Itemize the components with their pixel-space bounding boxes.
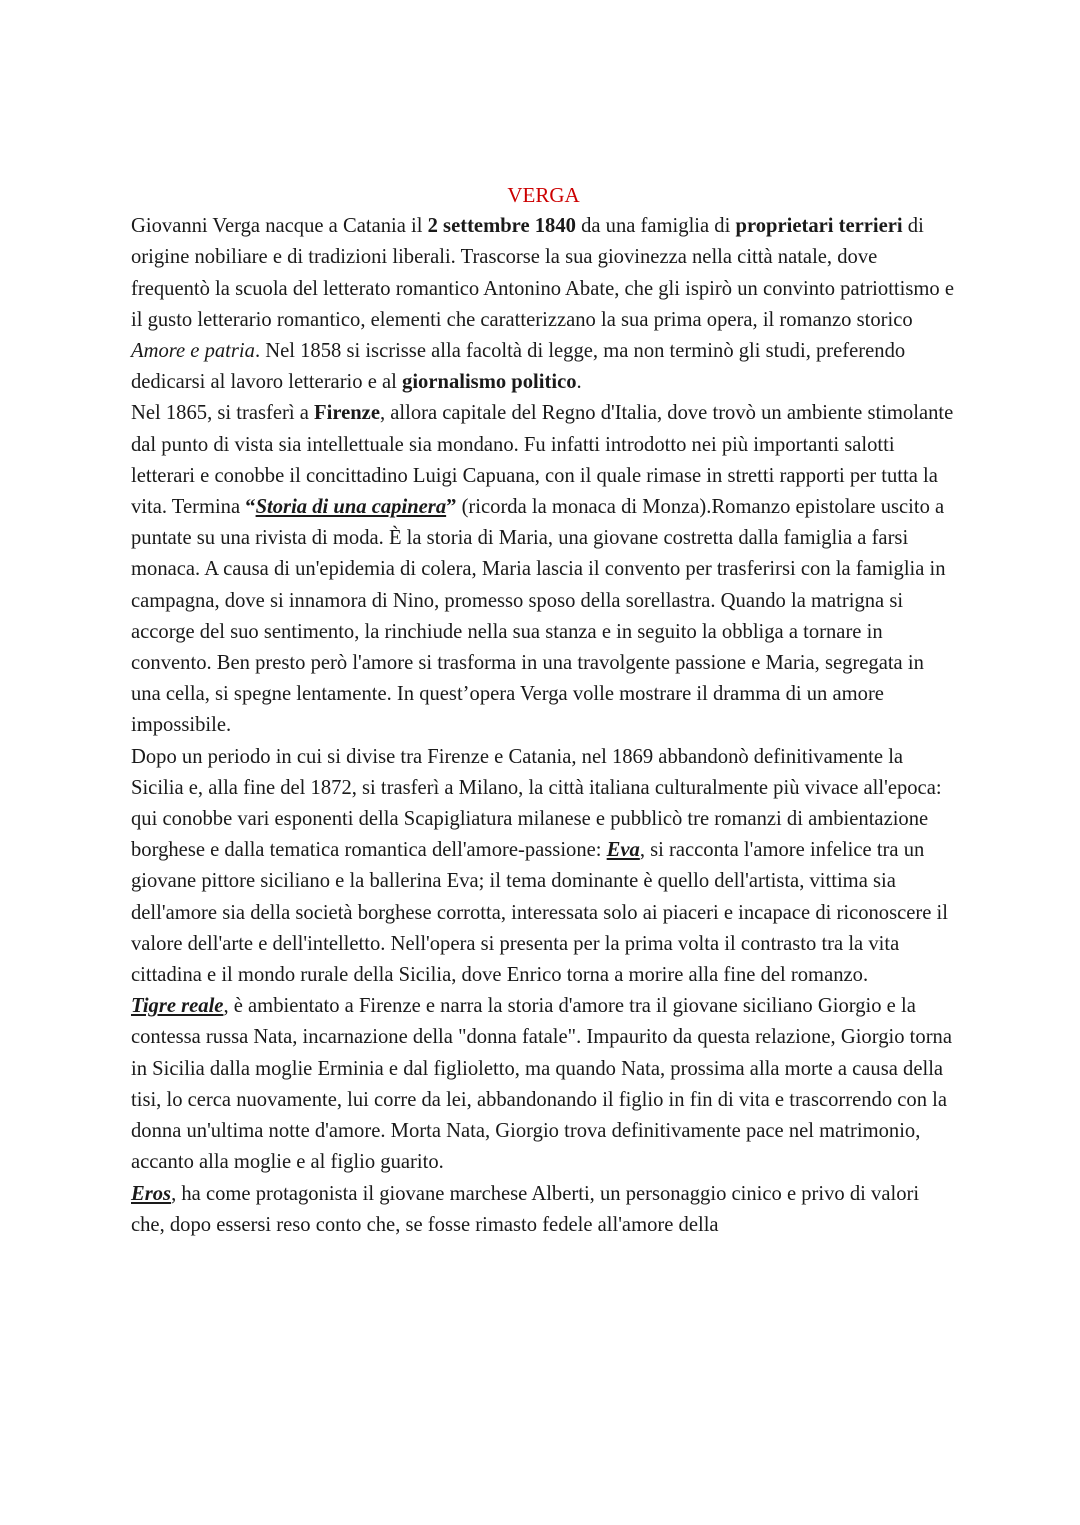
quote-close: ” [446, 496, 457, 519]
paragraph-eros [131, 1179, 956, 1241]
text-run: , è ambientato a Firenze e narra la storia d'amore tra il giovane siciliano Giorgio e la contessa russa Nata, incarnazione della "donna fatale". Impaurito da questa relazione, Giorgio torna in Sicilia dalla moglie Erminia e dal figlioletto, ma quando Nata, prossima alla morte a causa della tisi, lo cerca nuovamente, lui corre da lei, abbandonando il figlio in fin di vita e trascorrendo con la donna un'ultima notte d'amore. Morta Nata, Giorgio trova definitivamente pace nel matrimonio, accanto alla moglie e al figlio guarito. [131, 995, 952, 1174]
page-title: VERGA [507, 183, 580, 207]
text-run: da una famiglia di [575, 215, 736, 238]
text-run: , ha come protagonista il giovane marchese Alberti, un personaggio cinico e privo di valori che, dopo essersi reso conto che, se fosse rimasto fedele all'amore della [131, 1182, 920, 1236]
text-run: Giovanni Verga nacque a Catania il [131, 215, 428, 238]
document-body [131, 180, 956, 1241]
text-run: , allora capitale del Regno d'Italia, dove trovò un ambiente stimolante dal punto di vista sia intellettuale sia mondano. Fu infatti introdotto nei più importanti salotti letterari e conobbe il concittadino Luigi Capuana, con il quale rimase in stretti rapporti per tutta la vita. Termina [131, 402, 954, 519]
paragraph-florence [131, 398, 956, 741]
bold-florence: Firenze [314, 402, 380, 425]
work-title-amore-e-patria: Amore e patria [131, 340, 255, 363]
bold-landowners: proprietari terrieri [735, 215, 903, 238]
paragraph-milan [131, 742, 956, 992]
text-run: Nel 1865, si trasferì a [131, 402, 315, 425]
paragraph-biography-early [131, 211, 956, 398]
text-run: (ricorda la monaca di Monza).Romanzo epistolare uscito a puntate su una rivista di moda. È la storia di Maria, una giovane costretta dalla famiglia a farsi monaca. A causa di un'epidemia di colera, Maria lascia il convento per trasferirsi con la famiglia in campagna, dove si innamora di Nino, promesso sposo della sorellastra. Quando la matrigna si accorge del suo sentimento, la rinchiude nella sua stanza e in seguito la obbliga a tornare in convento. Ben presto però l'amore si trasforma in una travolgente passione e Maria, segregata in una cella, si spegne lentamente. In quest’opera Verga volle mostrare il dramma di un amore impossibile. [131, 496, 946, 737]
bold-political-journalism: giornalismo politico [402, 371, 577, 394]
text-run: . Nel 1858 si iscrisse alla facoltà di legge, ma non terminò gli studi, preferendo dedicarsi al lavoro letterario e al [131, 340, 906, 394]
text-run: , si racconta l'amore infelice tra un giovane pittore siciliano e la ballerina Eva; il tema dominante è quello dell'artista, vittima sia dell'amore sia della società borghese corrotta, interessata solo ai piaceri e incapace di riconoscere il valore dell'arte e dell'intelletto. Nell'opera si presenta per la prima volta il contrasto tra la vita cittadina e il mondo rurale della Sicilia, dove Enrico torna a morire alla fine del romanzo. [131, 839, 948, 987]
link-tigre-reale[interactable]: Tigre reale [131, 995, 224, 1018]
link-eva[interactable]: Eva [606, 839, 640, 862]
paragraph-tigre-reale [131, 991, 956, 1178]
link-eros[interactable]: Eros [131, 1182, 172, 1205]
text-run: . [576, 371, 582, 394]
text-run: Dopo un periodo in cui si divise tra Firenze e Catania, nel 1869 abbandonò definitivamente la Sicilia e, alla fine del 1872, si trasferì a Milano, la città italiana culturalmente più vivace all'epoca: qui conobbe vari esponenti della Scapigliatura milanese e pubblicò tre romanzi di ambientazione borghese e dalla tematica romantica dell'amore-passione: [131, 745, 942, 862]
link-storia-di-una-capinera[interactable]: Storia di una capinera [255, 496, 447, 519]
text-run: di origine nobiliare e di tradizioni liberali. Trascorse la sua giovinezza nella città natale, dove frequentò la scuola del letterato romantico Antonino Abate, che gli ispirò un convinto patriottismo e il gusto letterario romantico, elementi che caratterizzano la sua prima opera, il romanzo storico [131, 215, 954, 331]
quote-open: “ [245, 496, 256, 519]
bold-birth-date: 2 settembre 1840 [427, 215, 576, 238]
